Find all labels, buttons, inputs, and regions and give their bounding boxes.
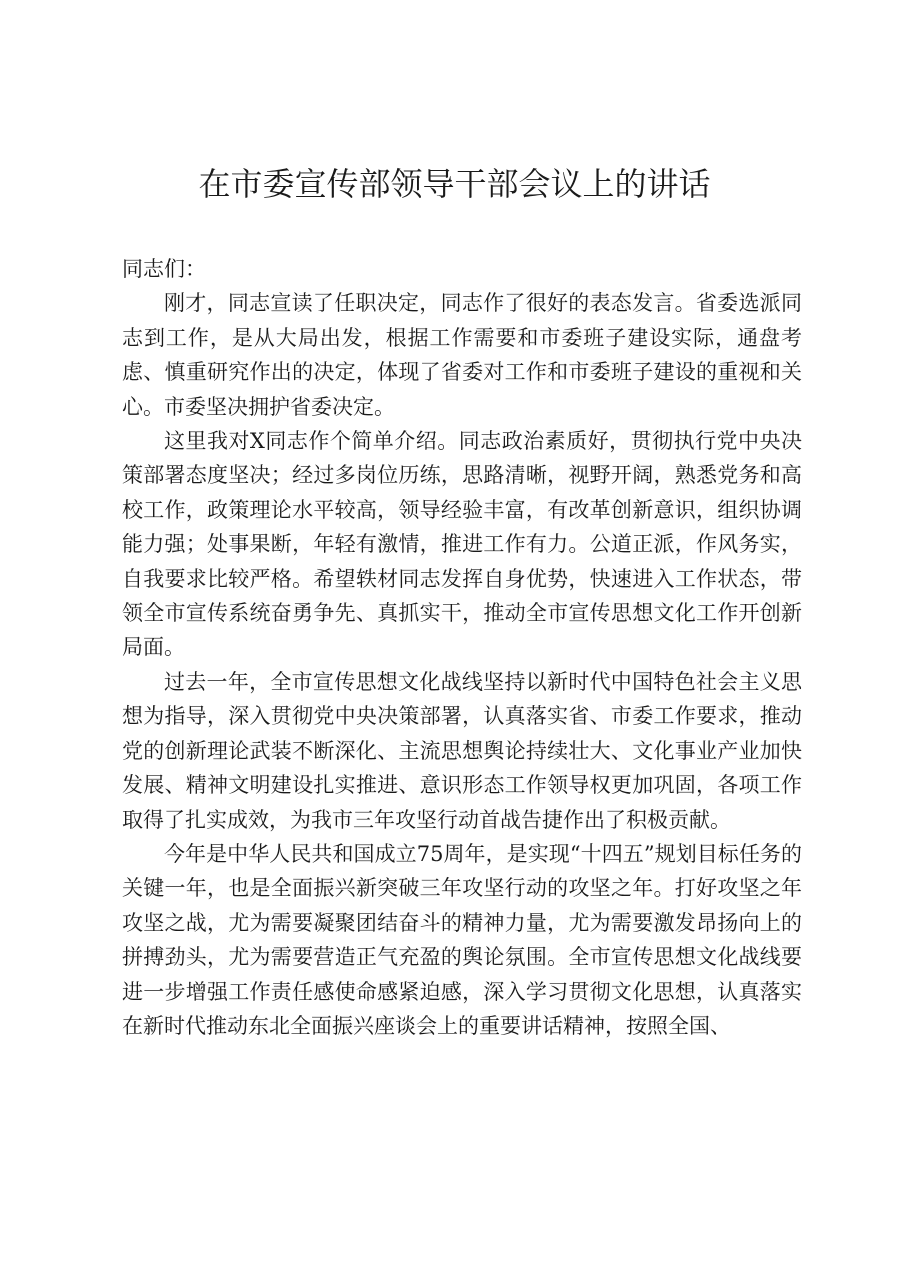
paragraph-4: 今年是中华人民共和国成立75周年，是实现“十四五”规划目标任务的关键一年，也是全面振兴新突破三年攻坚行动的攻坚之年。打好攻坚之年攻坚之战，尤为需要凝聚团结奋斗的精神力量，尤为需要激发昂扬向上的拼搏劲头，尤为需要营造正气充盈的舆论氛围。全市宣传思想文化战线要进一步增强工作责任感使命感紧迫感，深入学习贯彻文化思想，认真落实在新时代推动东北全面振兴座谈会上的重要讲话精神，按照全国、: [122, 841, 802, 1038]
salutation: 同志们：: [122, 257, 206, 281]
paragraph-3: 过去一年，全市宣传思想文化战线坚持以新时代中国特色社会主义思想为指导，深入贯彻党中央决策部署，认真落实省、市委工作要求，推动党的创新理论武装不断深化、主流思想舆论持续壮大、文化事业产业加快发展、精神文明建设扎实推进、意识形态工作领导权更加巩固，各项工作取得了扎实成效，为我市三年攻坚行动首战告捷作出了积极贡献。: [122, 669, 802, 832]
paragraph-1: 刚才，同志宣读了任职决定，同志作了很好的表态发言。省委选派同志到工作，是从大局出发，根据工作需要和市委班子建设实际，通盘考虑、慎重研究作出的决定，体现了省委对工作和市委班子建设的重视和关心。市委坚决拥护省委决定。: [122, 291, 802, 419]
document-title: 在市委宣传部领导干部会议上的讲话: [198, 165, 711, 203]
document-body: [122, 252, 802, 1043]
paragraph-2: 这里我对X同志作个简单介绍。同志政治素质好，贯彻执行党中央决策部署态度坚决；经过多岗位历练，思路清晰，视野开阔，熟悉党务和高校工作，政策理论水平较高，领导经验丰富，有改革创新意识，组织协调能力强；处事果断，年轻有激情，推进工作有力。公道正派，作风务实，自我要求比较严格。希望轶材同志发挥自身优势，快速进入工作状态，带领全市宣传系统奋勇争先、真抓实干，推动全市宣传思想文化工作开创新局面。: [122, 429, 802, 660]
